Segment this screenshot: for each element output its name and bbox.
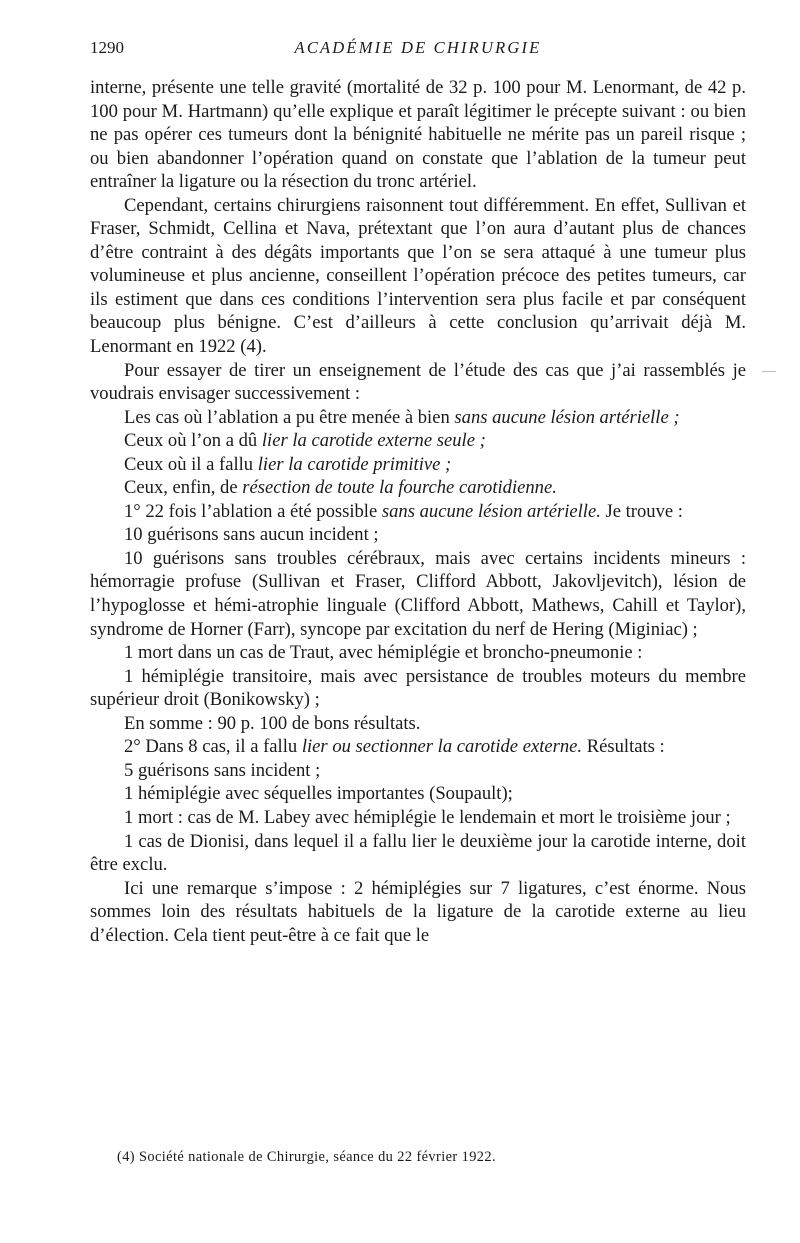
- text-segment: Je trouve :: [600, 500, 683, 522]
- text-segment: 5 guérisons sans incident ;: [124, 759, 321, 781]
- italic-text: sans aucune lésion artérielle ;: [454, 406, 680, 428]
- text-segment: 1 cas de Dionisi, dans lequel il a fallu lier le deuxième jour la carotide interne, doit être exclu.: [90, 830, 746, 876]
- text-segment: 1 mort dans un cas de Traut, avec hémiplégie et broncho-pneumonie :: [124, 642, 643, 664]
- page-number: 1290: [90, 38, 124, 57]
- text-segment: Ceux où il a fallu: [124, 453, 258, 475]
- text-segment: 1 mort : cas de M. Labey avec hémiplégie le lendemain et mort le troisième jour ;: [124, 806, 731, 828]
- text-segment: 1 hémiplégie avec séquelles importantes (Soupault);: [124, 783, 513, 805]
- paragraph: [90, 806, 746, 830]
- paragraph: [90, 877, 746, 948]
- text-segment: 1 hémiplégie transitoire, mais avec persistance de troubles moteurs du membre supérieur droit (Bonikowsky) ;: [90, 665, 746, 711]
- paragraph: [90, 523, 746, 547]
- text-segment: En somme : 90 p. 100 de bons résultats.: [124, 712, 421, 734]
- italic-text: sans aucune lésion artérielle.: [381, 500, 601, 522]
- paragraph: [90, 453, 746, 477]
- body-text: [90, 76, 746, 947]
- margin-mark: [762, 371, 776, 372]
- paragraph: [90, 782, 746, 806]
- italic-text: lier ou sectionner la carotide externe.: [301, 736, 583, 758]
- text-segment: Ceux où l’on a dû: [124, 430, 262, 452]
- paragraph: [90, 830, 746, 877]
- running-title: ACADÉMIE DE CHIRURGIE: [294, 38, 542, 57]
- text-segment: 10 guérisons sans troubles cérébraux, mais avec certains incidents mineurs : hémorragie profuse (Sullivan et Fraser, Clifford Abbott, Jakovljevitch), lésion de l’hypoglosse et hémi-atrophie linguale (Clifford Abbott, Mathews, Cahill et Taylor), syndrome de Horner (Farr), syncope par excitation du nerf de Hering (Miginiac) ;: [90, 547, 746, 640]
- paragraph: [90, 500, 746, 524]
- paragraph: [90, 429, 746, 453]
- page-header: [90, 38, 746, 60]
- italic-text: résection de toute la fourche carotidienne.: [242, 477, 557, 499]
- paragraph: [90, 665, 746, 712]
- text-segment: Les cas où l’ablation a pu être menée à bien: [124, 406, 455, 428]
- text-segment: 1° 22 fois l’ablation a été possible: [124, 500, 382, 522]
- italic-text: lier la carotide externe seule ;: [261, 430, 486, 452]
- text-segment: interne, présente une telle gravité (mortalité de 32 p. 100 pour M. Lenormant, de 42 p. 100 pour M. Hartmann) qu’elle explique et paraît légitimer le précepte suivant : ou bien ne pas opérer ces tumeurs dont la bénignité habituelle ne mérite pas un pareil risque ; ou bien abandonner l’opération quand on constate que l’ablation de la tumeur peut entraîner la ligature ou la résection du tronc artériel.: [90, 77, 746, 193]
- paragraph: [90, 76, 746, 194]
- paragraph: [90, 194, 746, 359]
- paragraph: [90, 406, 746, 430]
- paragraph: [90, 476, 746, 500]
- paragraph: [90, 547, 746, 641]
- paragraph: [90, 759, 746, 783]
- text-segment: Cependant, certains chirurgiens raisonnent tout différemment. En effet, Sullivan et Fraser, Schmidt, Cellina et Nava, prétextant que l’on aura d’autant plus de chances d’être contraint à des dégâts importants que l’on se sera attaqué à une tumeur plus volumineuse et plus ancienne, conseillent l’opération précoce des petites tumeurs, car ils estiment que dans ces conditions l’intervention sera plus facile et par conséquent beaucoup plus bénigne. C’est d’ailleurs à cette conclusion qu’arrivait déjà M. Lenormant en 1922 (4).: [90, 194, 746, 358]
- text-segment: Ici une remarque s’impose : 2 hémiplégies sur 7 ligatures, c’est énorme. Nous sommes loin des résultats habituels de la ligature de la carotide externe au lieu d’élection. Cela tient peut-être à ce fait que le: [90, 877, 746, 946]
- text-segment: Pour essayer de tirer un enseignement de l’étude des cas que j’ai rassemblés je voudrais envisager successivement :: [90, 359, 746, 405]
- paragraph: [90, 641, 746, 665]
- text-segment: 10 guérisons sans aucun incident ;: [124, 524, 379, 546]
- text-segment: 2° Dans 8 cas, il a fallu: [124, 736, 302, 758]
- text-segment: Ceux, enfin, de: [124, 477, 243, 499]
- paragraph: [90, 735, 746, 759]
- paragraph: [90, 359, 746, 406]
- footnote: (4) Société nationale de Chirurgie, séance du 22 février 1922.: [117, 1149, 496, 1165]
- paragraph: [90, 712, 746, 736]
- italic-text: lier la carotide primitive ;: [257, 453, 452, 475]
- text-segment: Résultats :: [582, 736, 665, 758]
